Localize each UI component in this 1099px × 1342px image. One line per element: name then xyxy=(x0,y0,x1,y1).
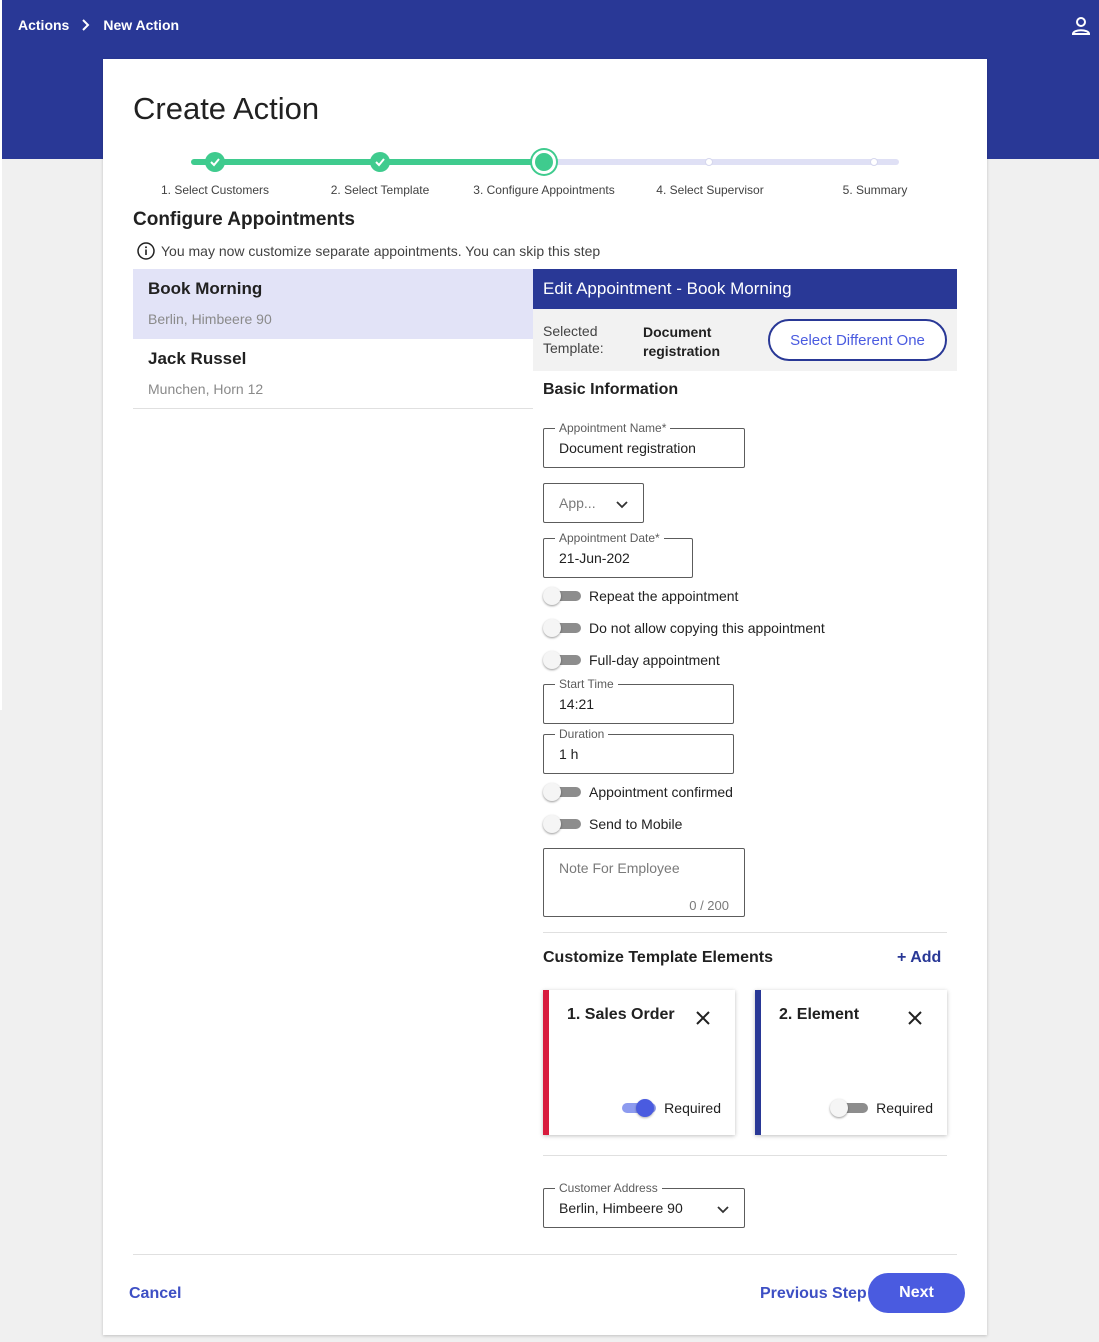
footer-divider xyxy=(133,1254,957,1255)
list-item[interactable] xyxy=(133,339,533,409)
step-label: 1. Select Customers xyxy=(160,183,270,197)
appointment-date-label: Appointment Date* xyxy=(555,531,664,545)
edit-appointment-panel xyxy=(533,269,957,371)
no-copy-toggle-row xyxy=(543,618,825,638)
duration-field[interactable] xyxy=(543,727,734,774)
customer-address: Berlin, Himbeere 90 xyxy=(148,311,272,327)
confirmed-toggle-row xyxy=(543,782,733,802)
confirmed-toggle-label: Appointment confirmed xyxy=(589,784,733,800)
element-title: 1. Sales Order xyxy=(567,1006,675,1023)
select-different-template-button[interactable]: Select Different One xyxy=(768,319,947,361)
stepper-track-todo xyxy=(544,159,899,165)
note-for-employee-textarea[interactable] xyxy=(543,848,745,917)
step-label: 3. Configure Appointments xyxy=(473,183,615,197)
create-action-card xyxy=(103,59,987,1335)
required-toggle[interactable] xyxy=(830,1098,868,1118)
add-element-button[interactable]: + Add xyxy=(897,949,942,966)
customer-address-select[interactable] xyxy=(543,1181,745,1228)
full-day-toggle[interactable] xyxy=(543,650,581,670)
template-element-card xyxy=(543,990,735,1135)
step-label: 2. Select Template xyxy=(330,183,430,197)
user-icon[interactable] xyxy=(1071,16,1091,36)
repeat-toggle-row xyxy=(543,586,738,606)
customer-name: Book Morning xyxy=(148,279,263,298)
appointment-type-select[interactable] xyxy=(543,483,644,523)
customer-address-value: Berlin, Himbeere 90 xyxy=(559,1200,683,1216)
confirmed-toggle[interactable] xyxy=(543,782,581,802)
required-label: Required xyxy=(664,1100,721,1116)
full-day-toggle-label: Full-day appointment xyxy=(589,652,720,668)
start-time-field[interactable] xyxy=(543,677,734,724)
breadcrumb xyxy=(18,17,179,33)
divider xyxy=(543,932,947,933)
step-3-current-indicator[interactable] xyxy=(532,150,556,174)
close-icon[interactable] xyxy=(695,1010,711,1026)
selected-template-value: Document registration xyxy=(643,324,721,359)
note-placeholder: Note For Employee xyxy=(559,860,680,876)
send-mobile-toggle-label: Send to Mobile xyxy=(589,816,683,832)
close-icon[interactable] xyxy=(907,1010,923,1026)
info-message xyxy=(137,242,600,260)
info-text: You may now customize separate appointments. You can skip this step xyxy=(161,243,601,259)
customer-address: Munchen, Horn 12 xyxy=(148,381,264,397)
stepper-track-done xyxy=(191,159,544,165)
info-icon xyxy=(137,242,155,260)
page-title: Create Action xyxy=(133,91,320,126)
start-time-label: Start Time xyxy=(555,677,618,691)
duration-label: Duration xyxy=(555,727,608,741)
element-title: 2. Element xyxy=(779,1006,860,1023)
repeat-toggle[interactable] xyxy=(543,586,581,606)
required-toggle[interactable] xyxy=(618,1098,656,1118)
breadcrumb-actions-link[interactable]: Actions xyxy=(18,17,70,33)
customer-list xyxy=(133,269,533,409)
required-toggle-row xyxy=(830,1098,933,1118)
send-mobile-toggle[interactable] xyxy=(543,814,581,834)
appointment-date-value: 21-Jun-202 xyxy=(559,550,630,566)
section-title: Configure Appointments xyxy=(133,209,355,230)
step-4-dot[interactable] xyxy=(705,158,713,166)
required-toggle-row xyxy=(618,1098,721,1118)
start-time-value: 14:21 xyxy=(559,696,595,712)
basic-information-title: Basic Information xyxy=(543,381,679,398)
repeat-toggle-label: Repeat the appointment xyxy=(589,588,739,604)
selected-template-row xyxy=(533,309,957,371)
step-1-check-icon[interactable] xyxy=(205,152,225,172)
left-edge xyxy=(0,0,2,710)
required-label: Required xyxy=(876,1100,933,1116)
full-day-toggle-row xyxy=(543,650,720,670)
template-element-card xyxy=(755,990,947,1135)
list-item[interactable] xyxy=(133,269,533,339)
previous-step-button[interactable]: Previous Step xyxy=(760,1285,867,1302)
cancel-button[interactable]: Cancel xyxy=(129,1285,182,1302)
customer-name: Jack Russel xyxy=(148,349,247,368)
chevron-right-icon xyxy=(79,18,93,32)
appointment-name-label: Appointment Name* xyxy=(555,421,670,435)
customize-template-elements-title: Customize Template Elements xyxy=(543,949,773,966)
edit-appointment-header: Edit Appointment - Book Morning xyxy=(533,269,957,309)
chevron-down-icon xyxy=(716,1202,730,1216)
no-copy-toggle-label: Do not allow copying this appointment xyxy=(589,620,825,636)
appointment-date-field[interactable] xyxy=(543,531,693,578)
appointment-name-value: Document registration xyxy=(559,440,696,456)
breadcrumb-current: New Action xyxy=(103,17,180,33)
divider xyxy=(543,1155,947,1156)
appointment-name-field[interactable] xyxy=(543,421,745,468)
customer-address-label: Customer Address xyxy=(555,1181,662,1195)
no-copy-toggle[interactable] xyxy=(543,618,581,638)
step-2-check-icon[interactable] xyxy=(370,152,390,172)
step-label: 5. Summary xyxy=(842,183,908,197)
note-counter: 0 / 200 xyxy=(689,898,729,913)
selected-template-label: Selected Template: xyxy=(543,323,604,356)
appointment-type-placeholder: App... xyxy=(559,495,596,511)
duration-value: 1 h xyxy=(559,746,579,762)
send-mobile-toggle-row xyxy=(543,814,682,834)
next-button[interactable]: Next xyxy=(868,1273,965,1313)
stepper xyxy=(103,147,987,207)
step-label: 4. Select Supervisor xyxy=(656,183,764,197)
step-5-dot[interactable] xyxy=(870,158,878,166)
chevron-down-icon xyxy=(615,497,629,511)
